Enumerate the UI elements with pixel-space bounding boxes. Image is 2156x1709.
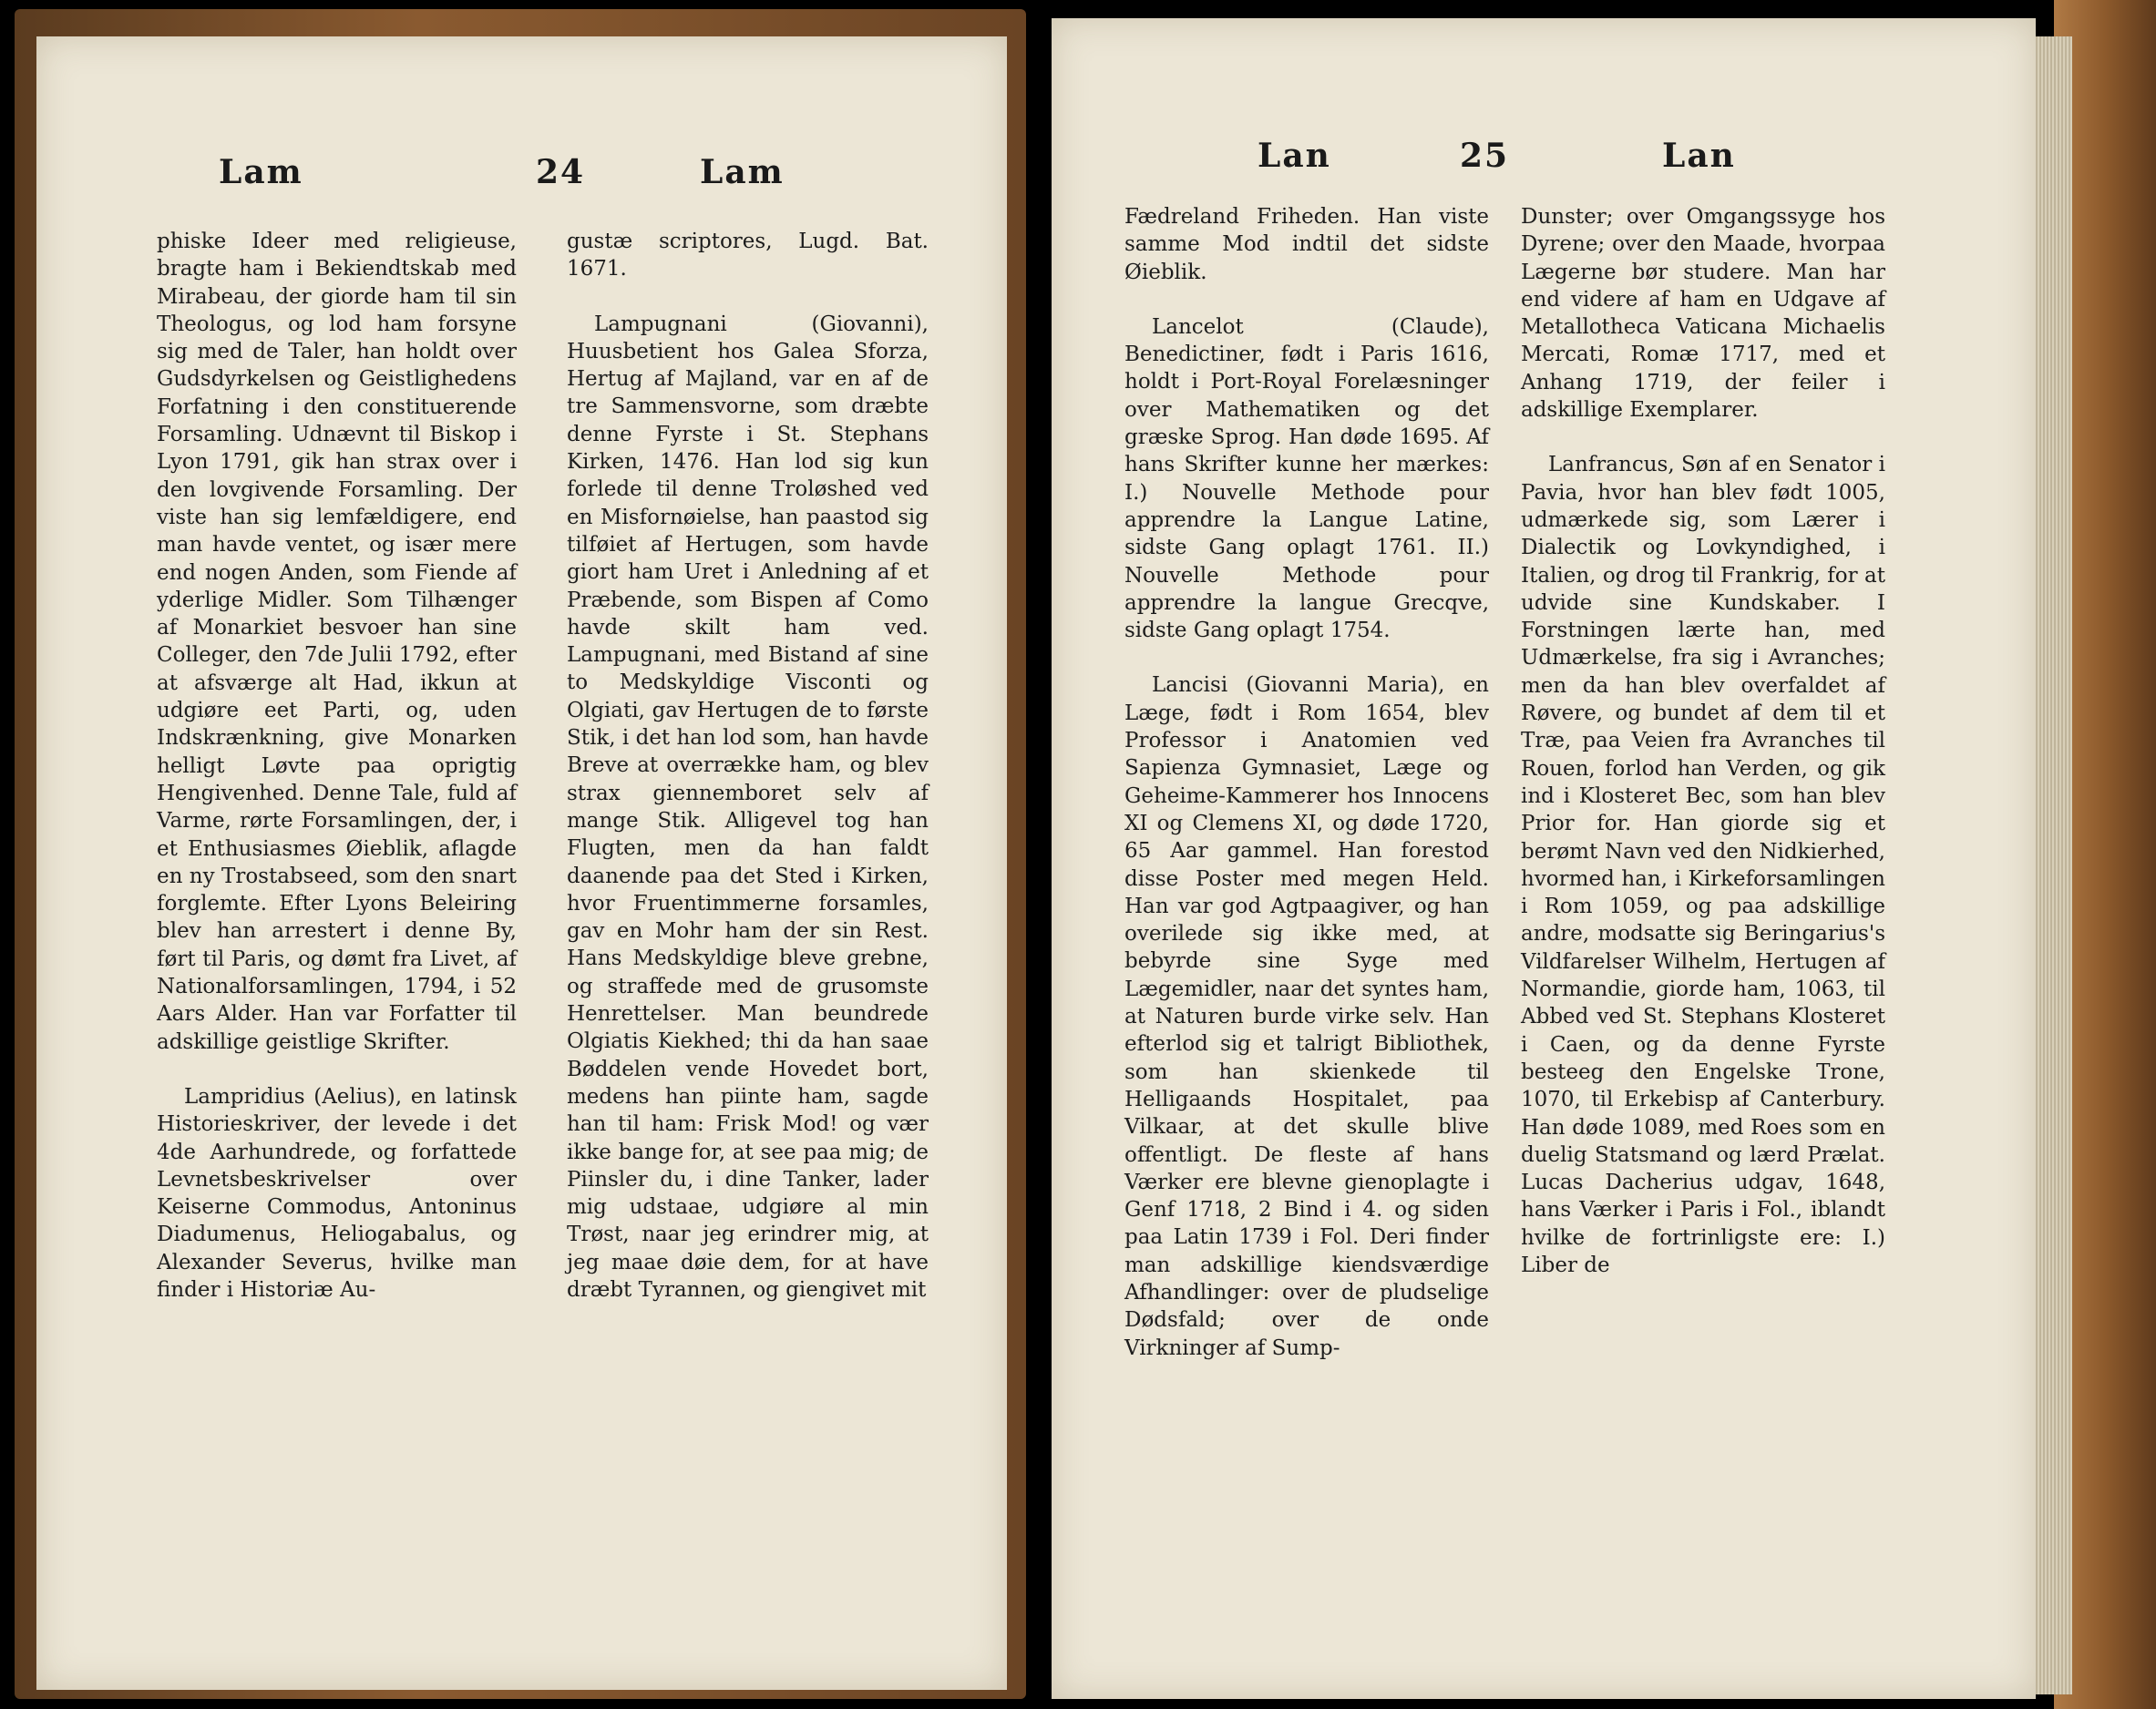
running-head-left: Lam	[219, 153, 303, 191]
right-page-photo	[1042, 0, 2156, 1709]
page-24	[36, 36, 1007, 1690]
text-column-2	[1521, 203, 1885, 1279]
text-column-2	[567, 228, 929, 1304]
page-25	[1052, 18, 2036, 1699]
text-column-1	[1124, 203, 1489, 1362]
running-head-left: Lan	[1258, 137, 1331, 175]
running-head-right: Lam	[700, 153, 785, 191]
text-paragraph: phiske Ideer med religieuse, bragte ham i Bekiendtskab med Mirabeau, der giorde ham til sin Theologus, og lod ham forsyne sig med de Taler, han holdt over Gudsdyrkelsen og Geistlighedens Forfatning i den constituerende Forsamling. Udnævnt til Biskop i Lyon 1791, gik han strax over i den lovgivende Forsamling. Der viste han sig lemfældigere, end man havde ventet, og især mere end nogen Anden, som Fiende af yderlige Midler. Som Tilhænger af Monarkiet besvoer han sine Colleger, den 7de Julii 1792, efter at afsværge alt Had, ikkun at udgiøre eet Parti, og, uden Indskrænkning, give Monarken helligt Løvte paa oprigtig Hengivenhed. Denne Tale, fuld af Varme, rørte Forsamlingen, der, i et Enthusiasmes Øieblik, aflagde en ny Trostabseed, som den snart forglemte. Efter Lyons Beleiring blev han arrestert i denne By, ført til Paris, og dømt fra Livet, af Nationalforsamlingen, 1794, i 52 Aars Alder. Han var Forfatter til adskillige geistlige Skrifter.	[157, 230, 517, 1054]
text-entry: Lancelot (Claude), Benedictiner, født i Paris 1616, holdt i Port-Royal Forelæsninger over Mathematiken og det græske Sprog. Han døde 1695. Af hans Skrifter kunne her mærkes: I.) Nouvelle Methode pour apprendre la Langue Latine, sidste Gang oplagt 1761. II.) Nouvelle Methode pour apprendre la langue Grecqve, sidste Gang oplagt 1754.	[1124, 314, 1489, 643]
left-page-photo	[0, 0, 1035, 1709]
text-entry: Lanfrancus, Søn af en Senator i Pavia, hvor han blev født 1005, udmærkede sig, som Lærer i Dialectik og Lovkyndighed, i Italien, og drog til Frankrig, for at udvide sine Kundskaber. I Forstningen lærte han, med Udmærkelse, fra sig i Avranches; men da han blev overfaldet af Røvere, og bundet af dem til et Træ, paa Veien fra Avranches til Rouen, forlod han Verden, og gik ind i Klosteret Bec, som han blev Prior for. Han giorde sig et berømt Navn ved den Nidkierhed, hvormed han, i Kirkeforsamlingen i Rom 1059, og paa adskillige andre, modsatte sig Beringarius's Vildfarelser Wilhelm, Hertugen af Normandie, giorde ham, 1063, til Abbed ved St. Stephans Klosteret i Caen, og da denne Fyrste besteeg den Engelske Trone, 1070, til Erkebisp af Canterbury. Han døde 1089, med Roes som en duelig Statsmand og lærd Prælat. Lucas Dacherius udgav, 1648, hans Værker i Paris i Fol., iblandt hvilke de fortrinligste ere: I.) Liber de	[1521, 453, 1885, 1277]
text-paragraph: Dunster; over Omgangssyge hos Dyrene; over den Maade, hvorpaa Lægerne bør studere. Man har end videre af ham en Udgave af Metallotheca Vaticana Michaelis Mercati, Romæ 1717, med et Anhang 1719, der feiler i adskillige Exemplarer.	[1521, 205, 1885, 423]
text-entry: Lampridius (Aelius), en latinsk Historieskriver, der levede i det 4de Aarhundrede, og forfattede Levnetsbeskrivelser over Keiserne Commodus, Antoninus Diadumenus, Heliogabalus, og Alexander Severus, hvilke man finder i Historiæ Au-	[157, 1084, 517, 1302]
page-number: 24	[536, 153, 586, 191]
text-entry: Lampugnani (Giovanni), Huusbetient hos Galea Sforza, Hertug af Majland, var en af de tre Sammensvorne, som dræbte denne Fyrste i St. Stephans Kirken, 1476. Han lod sig kun forlede til denne Troløshed ved en Misfornøielse, han paastod sig tilføiet af Hertugen, som havde giort ham Uret i Anledning af et Præbende, som Bispen af Como havde skilt ham ved. Lampugnani, med Bistand af sine to Medskyldige Visconti og Olgiati, gav Hertugen de to første Stik, i det han lod som, han havde Breve at overrække ham, og blev strax giennemboret selv af mange Stik. Alligevel tog han Flugten, men da han faldt daanende paa det Sted i Kirken, hvor Fruentimmerne forsamles, gav en Mohr ham der sin Rest. Hans Medskyldige bleve grebne, og straffede med de grusomste Henrettelser. Man beundrede Olgiatis Kiekhed; thi da han saae Bøddelen vende Hovedet bort, medens han piinte ham, sagde han til ham: Frisk Mod! og vær ikke bange for, at see paa mig; de Piinsler du, i dine Tanker, lader mig udstaae, udgiøre al min Trøst, naar jeg erindrer mig, at jeg maae døie dem, for at have dræbt Tyrannen, og giengivet mit	[567, 312, 929, 1302]
text-entry: Lancisi (Giovanni Maria), en Læge, født i Rom 1654, blev Professor i Anatomien ved Sapienza Gymnasiet, Læge og Geheime-Kammerer hos Innocens XI og Clemens XI, og døde 1720, 65 Aar gammel. Han forestod disse Poster med megen Held. Han var god Agtpaagiver, og han overilede sig ikke med, at bebyrde sine Syge med Lægemidler, naar det syntes ham, at Naturen burde virke selv. Han efterlod sig et talrigt Bibliothek, som han skienkede til Helligaands Hospitalet, paa Vilkaar, at det skulle blive offentligt. De fleste af hans Værker ere blevne gienoplagte i Genf 1718, 2 Bind i 4. og siden paa Latin 1739 i Fol. Deri finder man adskillige kiendsværdige Afhandlinger: over de pludselige Dødsfald; over de onde Virkninger af Sump-	[1124, 673, 1489, 1360]
page-number: 25	[1460, 137, 1510, 175]
text-paragraph: gustæ scriptores, Lugd. Bat. 1671.	[567, 230, 929, 281]
text-column-1	[157, 228, 517, 1304]
running-head-right: Lan	[1662, 137, 1736, 175]
page-edges	[2034, 36, 2072, 1694]
text-paragraph: Fædreland Friheden. Han viste samme Mod indtil det sidste Øieblik.	[1124, 205, 1489, 284]
